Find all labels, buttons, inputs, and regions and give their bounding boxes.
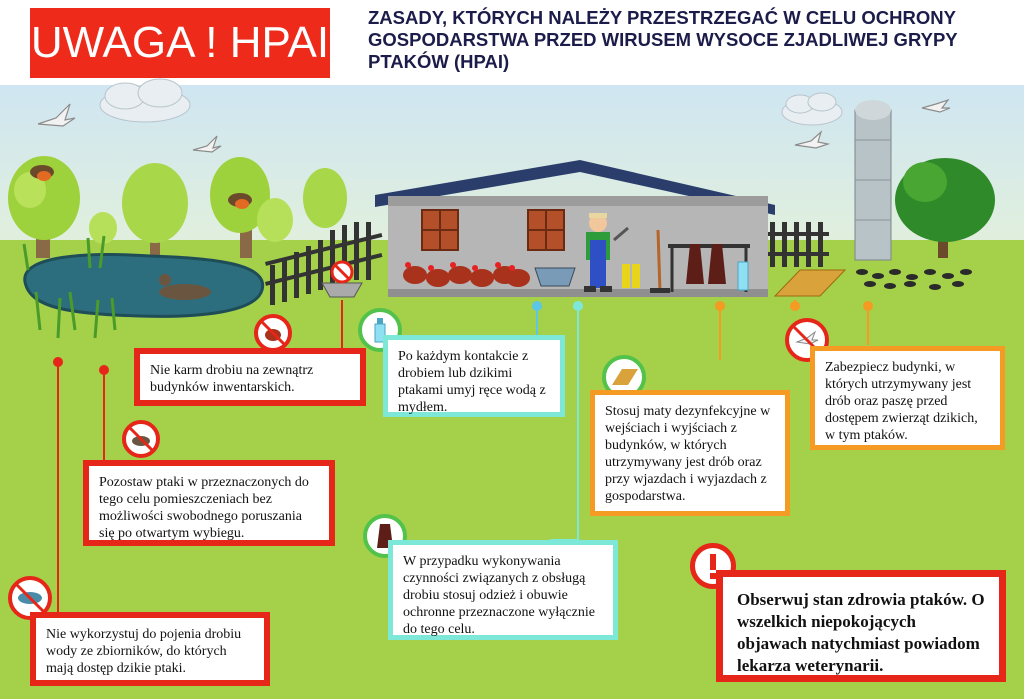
rule-feed-box: [134, 348, 366, 406]
disinfection-mat: [775, 270, 845, 296]
rule-keep-box: [83, 460, 335, 546]
page-subtitle: ZASADY, KTÓRYCH NALEŻY PRZESTRZEGAĆ W CELU OCHRONY GOSPODARSTWA PRZED WIRUSEM WYSOCE ZJADLIWEJ GRYPY PTAKÓW (HPAI): [368, 7, 958, 72]
silo: [855, 100, 891, 260]
rule-observe-box: [716, 570, 1006, 682]
rule-secure-text: Zabezpiecz budynki, w których utrzymywany jest drób oraz paszę przed dostępem zwierząt dzikich, w tym ptaków.: [825, 360, 978, 443]
rule-secure-box: [810, 346, 1005, 450]
rule-wash-text: Po każdym kontakcie z drobiem lub dzikimi ptakami umyj ręce wodą z mydłem.: [398, 349, 546, 415]
cloud-icon: [100, 79, 190, 122]
rule-mats-text: Stosuj maty dezynfekcyjne w wejściach i wyjściach z budynków, w których utrzymywany jest drób oraz przy wjazdach i wyjazdach z gospodarstwa.: [605, 404, 771, 504]
cloud-icon: [782, 93, 842, 125]
tree-icon: [895, 158, 995, 258]
page-title: UWAGA ! HPAI: [30, 8, 330, 78]
tree-icon: [122, 163, 188, 256]
poultry-barn: [375, 160, 775, 297]
rule-keep-text: Pozostaw ptaki w przeznaczonych do tego celu pomieszczeniach bez możliwości swobodnego poruszania się po otwartym wybiegu.: [99, 475, 309, 541]
no-duck-icon: [122, 420, 160, 458]
rule-observe-text: Obserwuj stan zdrowia ptaków. O wszelkich niepokojących objawach natychmiast powiadom lekarza weterynarii.: [737, 590, 985, 675]
rule-mats-box: [590, 390, 790, 516]
rule-water-text: Nie wykorzystuj do pojenia drobiu wody ze zbiorników, do których mają dostęp dzikie ptaki.: [46, 627, 242, 676]
rule-feed-text: Nie karm drobiu na zewnątrz budynków inwentarskich.: [150, 363, 314, 395]
tree-icon: [210, 157, 293, 258]
no-chicken-icon: [254, 314, 292, 352]
rule-clothes-box: [388, 540, 618, 640]
feed-pellets: [856, 269, 972, 290]
rule-wash-box: [383, 335, 565, 417]
rule-water-box: [30, 612, 270, 686]
rule-clothes-text: W przypadku wykonywania czynności związanych z obsługą drobiu stosuj odzież i obuwie ochronne przeznaczone wyłącznie do tego celu.: [403, 554, 595, 637]
